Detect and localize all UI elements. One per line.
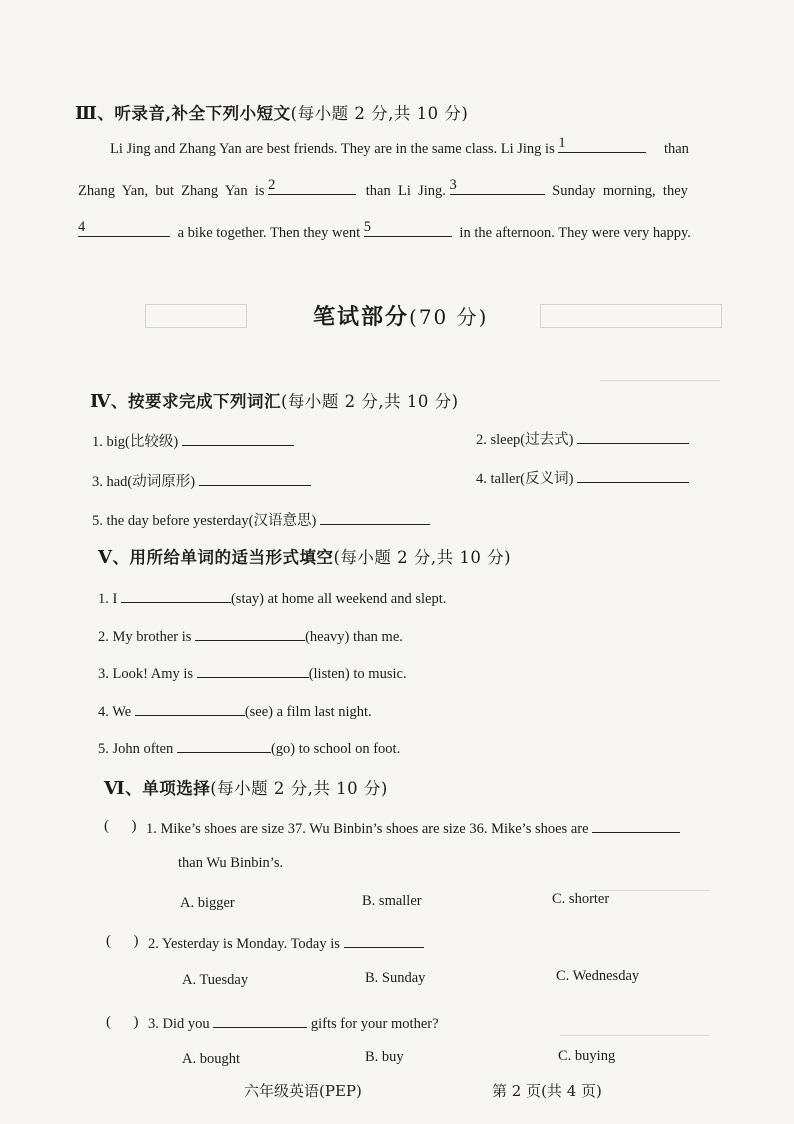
written-part-title [313,300,488,331]
answer-paren-2[interactable]: ( ) [106,933,139,949]
question-text: 5. the day before yesterday(汉语意思) [92,513,317,529]
sec6-q3-line [148,1013,439,1033]
answer-blank[interactable] [320,510,430,525]
answer-blank[interactable] [135,701,245,716]
blank-5[interactable] [363,219,452,237]
sec3-text: in the afternoon. They were very happy. [459,225,691,241]
question-text: 1. I [98,591,118,607]
written-points: (70 分) [409,305,489,329]
sec4-q3 [92,470,311,491]
blank-number: 1 [558,135,566,151]
answer-blank[interactable] [577,429,689,444]
option-b[interactable]: B. buy [365,1049,404,1065]
sec3-line-2 [78,177,688,200]
section-6-number: Ⅵ [104,778,126,798]
question-text: 1. big(比较级) [92,434,179,450]
answer-paren-1[interactable]: ( ) [104,818,137,834]
question-text: (see) a film last night. [244,704,372,720]
sec4-q1 [92,430,294,451]
blank-number: 3 [449,177,457,193]
section-5-note: (每小题 2 分,共 10 分) [333,548,512,567]
question-text: 2. sleep(过去式) [476,432,574,448]
sec6-q1-line-1 [146,818,680,838]
sec3-line-3 [78,219,691,242]
blank-2[interactable] [268,177,356,195]
question-text: 4. taller(反义词) [476,471,574,487]
section-5-title: 、用所给单词的适当形式填空 [112,548,334,567]
question-text: 3. had(动词原形) [92,474,196,490]
option-c[interactable]: C. buying [558,1048,616,1064]
bleed-through-line [560,1035,710,1036]
blank-1[interactable] [558,135,646,153]
section-3-heading [75,100,468,124]
option-a[interactable]: A. bigger [180,895,235,911]
sec4-q4 [476,467,689,488]
option-a[interactable]: A. bought [182,1051,240,1067]
blank-number: 2 [268,177,276,193]
sec6-q2-line [148,933,424,953]
question-text: (listen) to music. [308,666,407,682]
question-text: 5. John often [98,741,174,757]
answer-blank[interactable] [195,626,305,641]
sec3-text: Zhang Yan, but Zhang Yan is [78,183,265,199]
question-text: 3. Did you [148,1016,210,1032]
sec3-text: Sunday morning, they [552,183,688,199]
bleed-through-line [600,380,720,381]
sec5-q2 [98,626,403,646]
section-4-heading [90,388,459,412]
option-c[interactable]: C. Wednesday [556,968,640,984]
footer-page-number: 第 2 页(共 4 页) [492,1082,602,1100]
section-6-note: (每小题 2 分,共 10 分) [210,779,388,798]
section-6-title: 、单项选择 [125,779,211,798]
blank-number: 5 [363,219,372,235]
option-a[interactable]: A. Tuesday [182,972,249,988]
sec5-q5 [98,738,400,758]
bleed-through-box [540,304,722,328]
answer-blank[interactable] [344,933,424,948]
question-text: 3. Look! Amy is [98,666,194,682]
section-4-note: (每小题 2 分,共 10 分) [280,392,459,411]
sec3-text: Li Jing and Zhang Yan are best friends. They are in the same class. Li Jing is [110,141,555,157]
section-3-number: Ⅲ [75,103,98,123]
answer-blank[interactable] [121,588,231,603]
sec6-q1-line-2: than Wu Binbin’s. [178,855,284,871]
answer-blank[interactable] [177,738,271,753]
question-text: 2. Yesterday is Monday. Today is [148,936,340,952]
sec5-q3 [98,663,407,683]
option-b[interactable]: B. Sunday [365,970,426,986]
footer-subject: 六年级英语(PEP) [244,1082,362,1100]
sec3-text: than Li Jing. [365,183,446,199]
sec5-q4 [98,701,372,721]
section-5-number: Ⅴ [98,547,113,567]
bleed-through-box [145,304,247,328]
question-text: (stay) at home all weekend and slept. [230,591,447,607]
sec5-q1 [98,588,446,608]
sec3-text: than [663,141,689,157]
section-3-title: 、听录音,补全下列小短文 [97,104,291,123]
question-text: 1. Mike’s shoes are size 37. Wu Binbin’s shoes are size 36. Mike’s shoes are [146,821,589,837]
answer-blank[interactable] [182,431,294,446]
section-4-title: 、按要求完成下列词汇 [110,392,281,411]
answer-blank[interactable] [213,1013,307,1028]
blank-number: 4 [78,219,86,235]
option-c[interactable]: C. shorter [552,891,610,907]
section-4-number: Ⅳ [90,391,111,411]
section-6-heading [104,775,388,799]
sec3-text: a bike together. Then they went [177,225,361,241]
question-text: (go) to school on foot. [270,741,401,757]
question-text: (heavy) than me. [305,629,403,645]
question-text: 4. We [98,704,132,720]
blank-4[interactable] [78,219,170,237]
blank-3[interactable] [449,177,545,195]
written-title-text: 笔试部分 [313,305,410,330]
sec4-q2 [476,428,689,449]
answer-blank[interactable] [197,663,309,678]
sec3-line-1 [110,135,689,158]
answer-blank[interactable] [577,468,689,483]
answer-blank[interactable] [199,471,311,486]
option-b[interactable]: B. smaller [362,893,422,909]
section-3-note: (每小题 2 分,共 10 分) [290,104,469,123]
answer-blank[interactable] [592,818,680,833]
sec4-q5 [92,509,430,530]
answer-paren-3[interactable]: ( ) [106,1014,139,1030]
section-5-heading [98,544,511,568]
question-text: gifts for your mother? [310,1016,439,1032]
question-text: 2. My brother is [98,629,192,645]
